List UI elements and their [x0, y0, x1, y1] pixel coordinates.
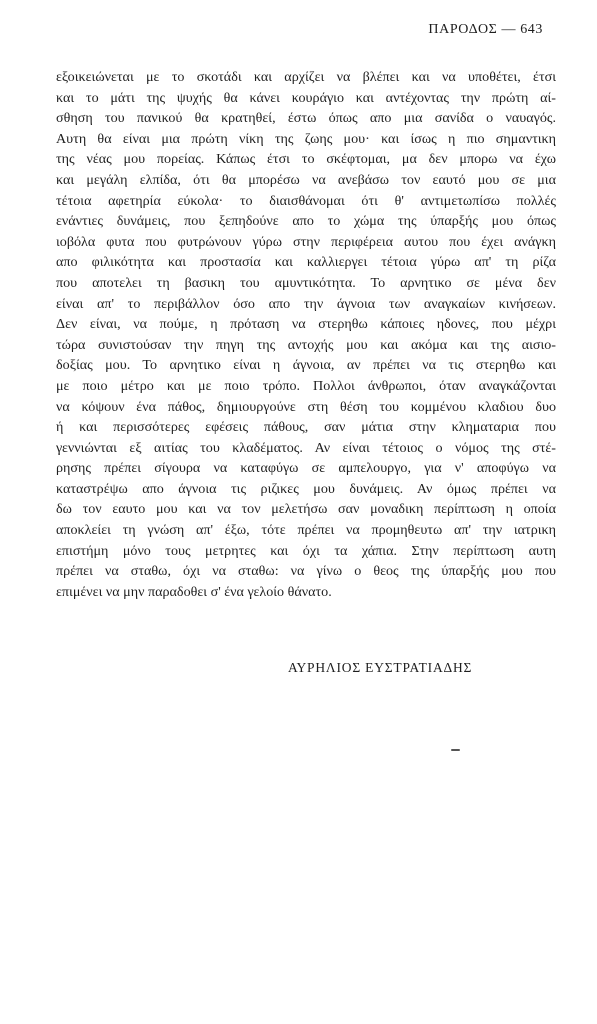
text-line: και μεγάλη ελπίδα, ότι θα μπορέσω να ανεβάσω τον εαυτό μου σε μια — [56, 171, 556, 188]
text-line: δω τον εαυτο μου και να τον μελετήσω σαν μοναδικη περίπτωση η οποία — [56, 501, 556, 518]
text-line: που αποτελει τη βασικη του αμυντικότητα. Το αρνητικο σε μένα δεν — [56, 274, 556, 291]
text-line: και το μάτι της ψυχής θα κάνει κουράγιο και αντέχοντας την πρώτη αί- — [56, 89, 556, 106]
ink-mark — [451, 749, 460, 751]
text-line: δοξίας μου. Το αρνητικο είναι η άγνοια, αν πρέπει να τις στερηθω και — [56, 357, 556, 374]
text-line: είναι απ' το περιβάλλον όσο απο την άγνοια των αναγκαίων κινήσεων. — [56, 295, 556, 312]
text-line: απο φιλικότητα και προστασία και καλλιεργει τέτοια γύρω απ' τη ρίζα — [56, 254, 556, 271]
body-paragraph — [56, 67, 556, 602]
text-line: ενάντιες δυνάμεις, που ξεπηδούνε απο το χώμα της ύπαρξής μου όπως — [56, 213, 556, 230]
text-line: εξοικειώνεται με το σκοτάδι και αρχίζει να βλέπει και να υποθέτει, έτσι — [56, 69, 556, 85]
text-line: να κόψουν ένα πάθος, δημιουργούνε στη θέση του κομμένου κλαδιου δυο — [56, 398, 556, 415]
text-line: αποκλείει τη γνώση απ' έξω, τότε πρέπει να προμηθευτω απ' την ιατρικη — [56, 522, 556, 539]
text-line: γεννιώνται εξ αιτίας του κλαδέματος. Αν είναι τέτοιος ο νόμος της στέ- — [56, 439, 556, 456]
text-line: επιστήμη μόνο τους μετρητες και όχι τα χάπια. Στην περίπτωση αυτη — [56, 542, 556, 559]
text-line: Αυτη θα είναι μια πρώτη νίκη της ζωης μου· και ίσως η πιο σημαντικη — [56, 130, 556, 147]
running-header: ΠΑΡΟΔΟΣ — 643 — [428, 22, 543, 37]
text-line: επιμένει να μην παραδοθει σ' ένα γελοίο θάνατο. — [56, 583, 332, 600]
text-line: τώρα συνιστούσαν την πηγη της αντοχής μου και ακόμα και της αισιο- — [56, 336, 556, 353]
text-line: ρησης πρέπει σίγουρα να καταφύγω σε αμπελουργο, για ν' αποφύγω να — [56, 460, 556, 477]
text-line: με ποιο μέτρο και με ποιο τρόπο. Πολλοι άνθρωποι, όταν αναγκάζονται — [56, 377, 556, 394]
text-line: πρέπει να σταθω, όχι να σταθω: να γίνω ο θεος της ύπαρξής μου που — [56, 563, 556, 580]
text-line: σθηση του πανικού θα κρατηθεί, έστω όπως απο μια σανίδα ο ναυαγός. — [56, 110, 556, 127]
text-line: της νέας μου πορείας. Κάπως έτσι το σκέφτομαι, μα δεν μπορω να έχω — [56, 151, 556, 168]
text-line: τέτοια αφετηρία εύκολα· το διαισθάνομαι ότι θ' αντιμετωπίσω πολλές — [56, 192, 556, 209]
text-line: ιοβόλα φυτα που φυτρώνουν γύρω στην περιφέρεια αυτου που έχει ανάγκη — [56, 233, 556, 250]
author-signature: ΑΥΡΗΛΙΟΣ ΕΥΣΤΡΑΤΙΑΔΗΣ — [288, 660, 473, 675]
text-line: καταστρέψω απο άγνοια τις ριζικες μου δυνάμεις. Αν όμως πρέπει να — [56, 480, 556, 497]
text-line: Δεν είναι, να πούμε, η πρόταση να στερηθω κάποιες ηδονες, που μέχρι — [56, 316, 556, 333]
text-line: ή και περισσότερες εφέσεις πάθους, σαν μάτια στην κληματαρια που — [56, 419, 556, 436]
